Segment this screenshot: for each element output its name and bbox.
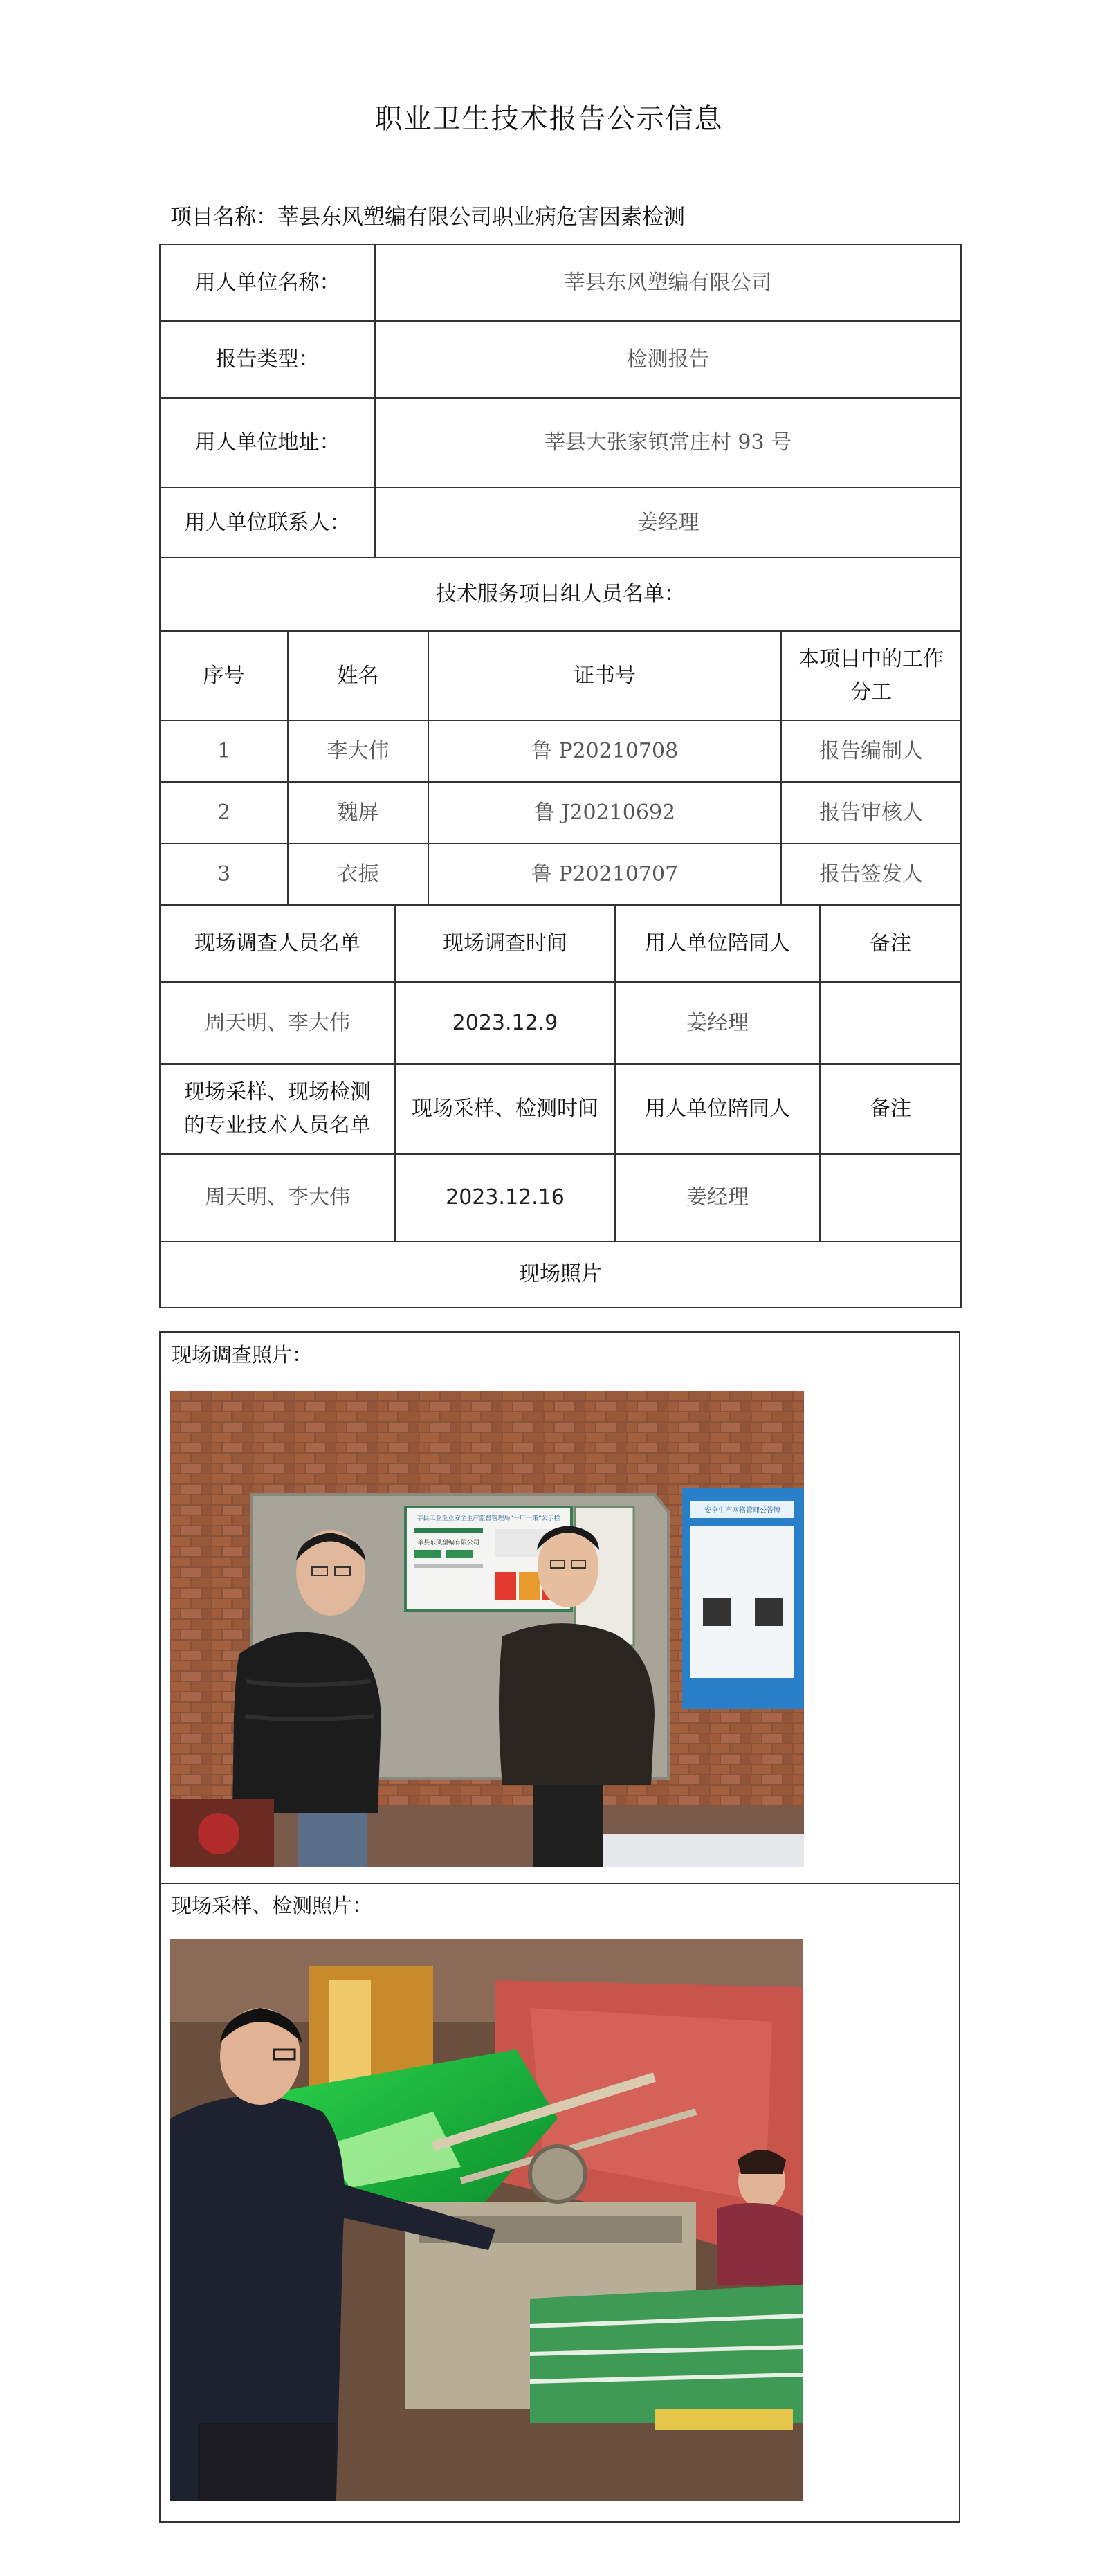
row-cert: 鲁 P20210708: [428, 720, 781, 782]
sampling-photo-label: 现场采样、检测照片：: [172, 1894, 373, 1917]
team-table: [159, 557, 962, 906]
table-row: [160, 843, 961, 905]
employer-value: 莘县东风塑编有限公司: [375, 244, 961, 321]
sampling-people-header-line1: 现场采样、现场检测: [184, 1080, 371, 1104]
survey-companion-header: 用人单位陪同人: [615, 905, 820, 982]
address-label: 用人单位地址：: [160, 398, 375, 488]
sampling-photo: [170, 1939, 803, 2501]
row-name: 衣振: [288, 843, 428, 905]
blue-board-title: 安全生产网格管理公告牌: [704, 1507, 780, 1515]
sampling-time-header: 现场采样、检测时间: [395, 1064, 615, 1154]
role-header-line2: 分工: [850, 679, 892, 704]
row-name: 魏屏: [288, 782, 428, 843]
survey-time: 2023.12.9: [395, 982, 615, 1064]
sampling-people-header-line2: 的专业技术人员名单: [184, 1113, 371, 1138]
contact-value: 姜经理: [375, 488, 961, 558]
sampling-note-header: 备注: [820, 1064, 961, 1154]
sampling-photo-image: [170, 1939, 803, 2501]
sampling-companion-header: 用人单位陪同人: [615, 1064, 820, 1154]
page-title: 职业卫生技术报告公示信息: [374, 103, 724, 135]
row-no: 2: [160, 782, 288, 843]
role-header-line1: 本项目中的工作: [798, 646, 944, 671]
survey-people-header: 现场调查人员名单: [160, 905, 395, 982]
col-header-role: [781, 631, 961, 720]
survey-people: 周天明、李大伟: [160, 982, 395, 1064]
project-name: 莘县东风塑编有限公司职业病危害因素检测: [277, 205, 685, 230]
row-name: 李大伟: [288, 720, 428, 782]
row-cert: 鲁 J20210692: [428, 782, 781, 843]
field-work-table: [159, 904, 962, 1308]
project-line: [170, 199, 685, 230]
survey-time-header: 现场调查时间: [395, 905, 615, 982]
col-header-no: 序号: [160, 631, 288, 720]
sampling-people: 周天明、李大伟: [160, 1154, 395, 1241]
contact-label: 用人单位联系人：: [160, 488, 375, 558]
report-type-value: 检测报告: [375, 321, 961, 398]
team-heading: 技术服务项目组人员名单：: [160, 558, 961, 631]
sampling-note: [820, 1154, 961, 1241]
sampling-people-header: [160, 1064, 395, 1154]
survey-companion: 姜经理: [615, 982, 820, 1064]
row-role: 报告编制人: [781, 720, 961, 782]
col-header-cert: 证书号: [428, 631, 781, 720]
address-value: 莘县大张家镇常庄村 93 号: [375, 398, 961, 488]
employer-label: 用人单位名称：: [160, 244, 375, 321]
sampling-time: 2023.12.16: [395, 1154, 615, 1241]
report-type-label: 报告类型：: [160, 321, 375, 398]
photos-divider: [161, 1883, 959, 1884]
row-role: 报告审核人: [781, 782, 961, 843]
survey-photo-image: [170, 1391, 804, 1867]
board-left-title: 莘县东风塑编有限公司: [417, 1540, 480, 1546]
table-row: [160, 782, 961, 843]
survey-note: [820, 982, 961, 1064]
sampling-companion: 姜经理: [615, 1154, 820, 1241]
photos-box: [159, 1331, 960, 2523]
survey-photo-label: 现场调查照片：: [172, 1343, 313, 1367]
table-row: [160, 720, 961, 782]
row-cert: 鲁 P20210707: [428, 843, 781, 905]
row-no: 3: [160, 843, 288, 905]
survey-photo: [170, 1391, 804, 1867]
board-title: 莘县工业企业安全生产监督管理局“一厂一策”公示栏: [417, 1515, 560, 1522]
company-info-table: [159, 244, 962, 558]
survey-note-header: 备注: [820, 905, 961, 982]
row-no: 1: [160, 720, 288, 782]
photos-heading: 现场照片: [160, 1241, 961, 1308]
project-label: 项目名称：: [170, 205, 277, 230]
row-role: 报告签发人: [781, 843, 961, 905]
col-header-name: 姓名: [288, 631, 428, 720]
